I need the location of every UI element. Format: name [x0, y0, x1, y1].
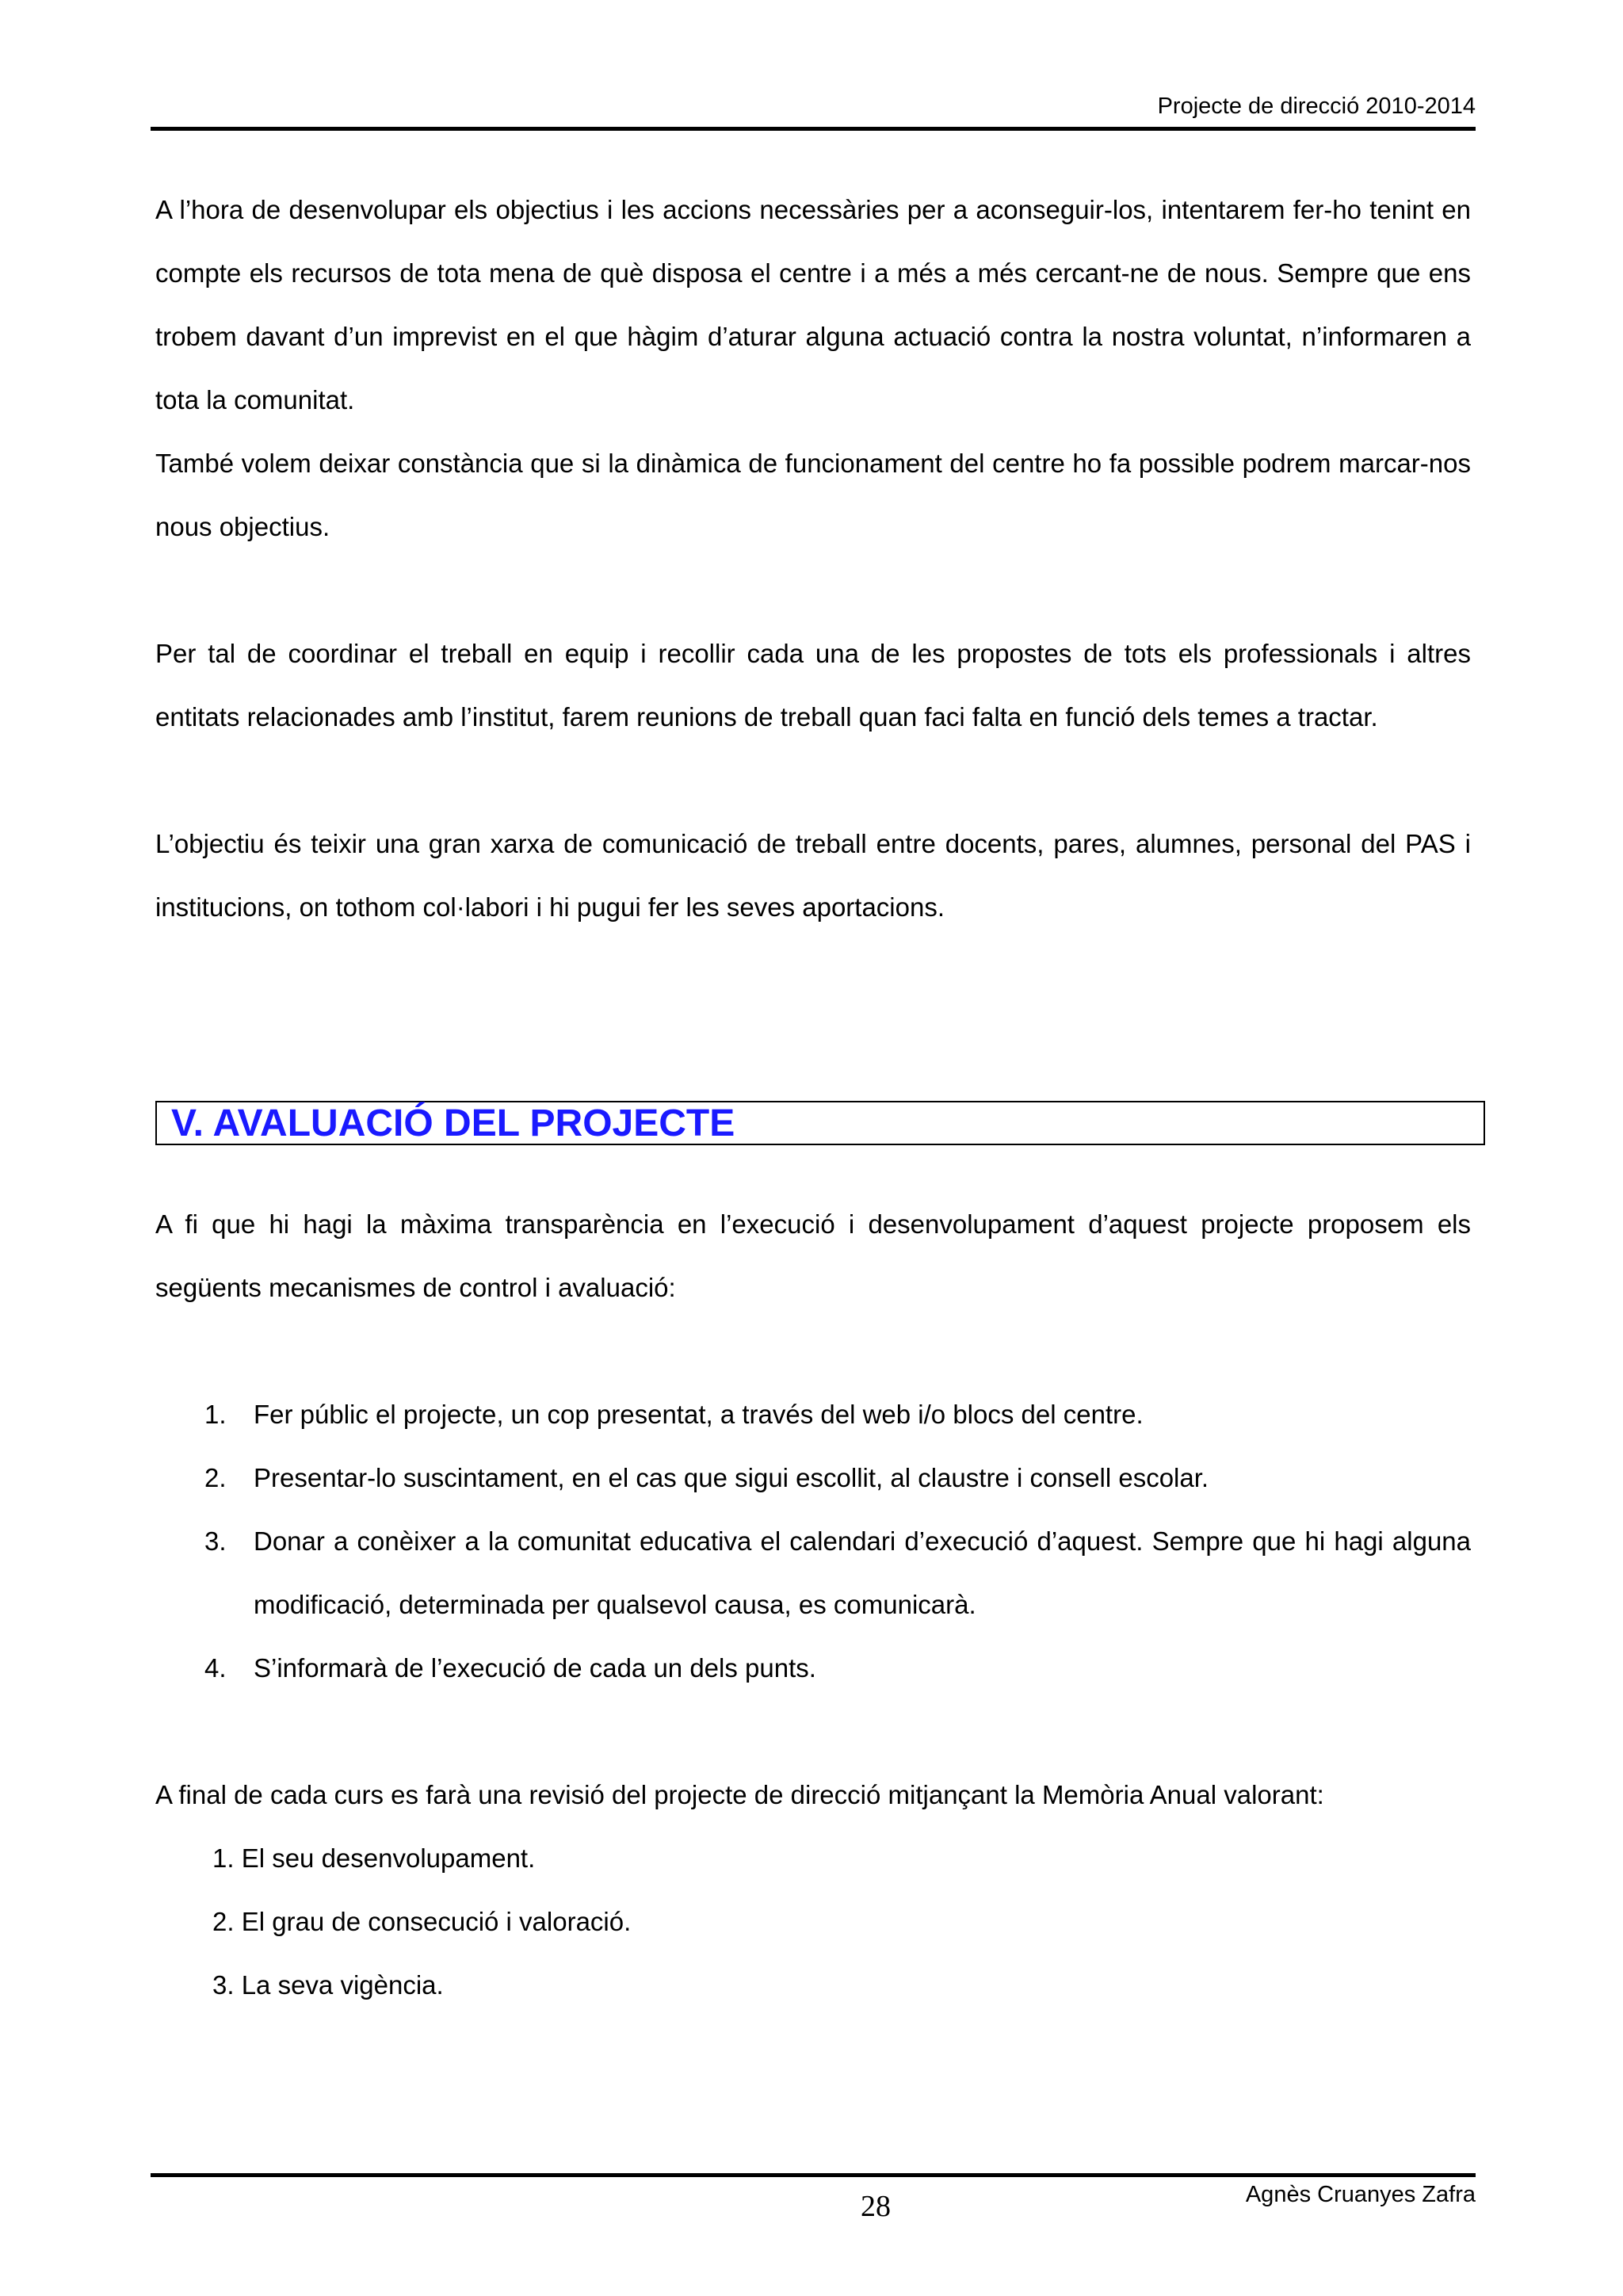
header-title: Projecte de direcció 2010-2014: [1157, 94, 1476, 119]
header-divider: [151, 127, 1476, 131]
paragraph-new-objectives: També volem deixar constància que si la dinàmica de funcionament del centre ho fa possible podrem marcar-nos nous objectius.: [155, 449, 1471, 541]
list-item-number: 3.: [204, 1526, 227, 1556]
final-review-intro: A final de cada curs es farà una revisió del projecte de direcció mitjançant la Memòria Anual valorant:: [155, 1780, 1324, 1809]
footer-divider: [151, 2173, 1476, 2177]
evaluation-criteria-list: [212, 1827, 631, 2017]
list-item: [155, 1446, 1471, 1510]
list-item: 2. El grau de consecució i valoració.: [212, 1907, 632, 1936]
paragraph-communication-network: L’objectiu és teixir una gran xarxa de comunicació de treball entre docents, pares, alumnes, personal del PAS i institucions, on tothom col·labori i hi pugui fer les seves aportacions.: [155, 829, 1471, 922]
list-item: [155, 1383, 1471, 1446]
section-title: V. AVALUACIÓ DEL PROJECTE: [171, 1102, 735, 1144]
list-item-text: Donar a conèixer a la comunitat educativa el calendari d’execució d’aquest. Sempre que hi hagi alguna modificació, determinada per qualsevol causa, es comunicarà.: [254, 1526, 1471, 1619]
page-number: 28: [861, 2190, 891, 2223]
paragraph-coordination: Per tal de coordinar el treball en equip i recollir cada una de les propostes de tots els professionals i altres entitats relacionades amb l’institut, farem reunions de treball quan faci falta en funció dels temes a tractar.: [155, 639, 1471, 732]
list-item: [155, 1510, 1471, 1637]
list-item-text: S’informarà de l’execució de cada un dels punts.: [254, 1653, 816, 1683]
section-intro: A fi que hi hagi la màxima transparència en l’execució i desenvolupament d’aquest projecte proposem els següents mecanismes de control i avaluació:: [155, 1209, 1471, 1302]
list-item: 1. El seu desenvolupament.: [212, 1843, 536, 1873]
list-item-text: Fer públic el projecte, un cop presentat, a través del web i/o blocs del centre.: [254, 1400, 1144, 1429]
list-item: [155, 1637, 1471, 1700]
footer-author: Agnès Cruanyes Zafra: [1245, 2182, 1476, 2207]
list-item-text: Presentar-lo suscintament, en el cas que sigui escollit, al claustre i consell escolar.: [254, 1463, 1209, 1492]
paragraph-resources: A l’hora de desenvolupar els objectius i les accions necessàries per a aconseguir-los, intentarem fer-ho tenint en compte els recursos de tota mena de què disposa el centre i a més a més cercant-ne de nous. Sempre que ens trobem davant d’un imprevist en el que hàgim d’aturar alguna actuació contra la nostra voluntat, n’informaren a tota la comunitat.: [155, 195, 1471, 415]
list-item-number: 1.: [204, 1400, 227, 1429]
list-item-number: 2.: [204, 1463, 227, 1492]
list-item-number: 4.: [204, 1653, 227, 1683]
section-heading-box: [155, 1101, 1485, 1145]
control-mechanisms-list: [155, 1383, 1471, 1700]
list-item: 3. La seva vigència.: [212, 1970, 444, 2000]
